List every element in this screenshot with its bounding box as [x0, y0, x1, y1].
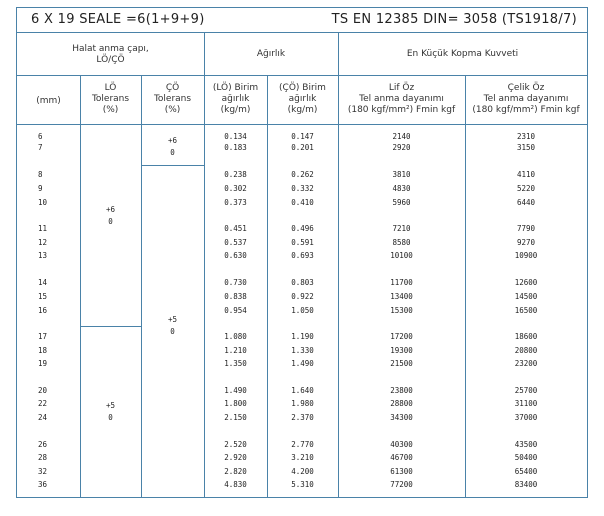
- cell-celik-oz: 7790: [516, 224, 536, 233]
- co-tolerance-small: +6 0: [167, 136, 178, 157]
- cell-lif-oz: 40300: [390, 440, 413, 449]
- cell-celik-oz: 18600: [514, 332, 538, 341]
- cell-celik-oz: 6440: [516, 198, 536, 207]
- cell-mm: 13: [38, 251, 48, 260]
- cell-lo-weight: 2.920: [224, 453, 247, 462]
- cell-lif-oz: 15300: [390, 306, 413, 315]
- cell-lo-weight: 0.238: [224, 170, 247, 179]
- spec-table: [16, 7, 588, 498]
- cell-lo-weight: 0.134: [224, 132, 247, 141]
- cell-lif-oz: 2920: [392, 143, 411, 152]
- cell-celik-oz: 43500: [514, 440, 538, 449]
- cell-co-weight: 0.410: [291, 198, 314, 207]
- cell-co-weight: 1.640: [291, 386, 314, 395]
- cell-lo-weight: 1.490: [224, 386, 247, 395]
- cell-celik-oz: 16500: [514, 306, 538, 315]
- cell-celik-oz: 3150: [516, 143, 536, 152]
- cell-co-weight: 0.201: [291, 143, 314, 152]
- cell-lif-oz: 13400: [390, 292, 413, 301]
- cell-lo-weight: 0.537: [224, 238, 247, 247]
- cell-co-weight: 0.332: [291, 184, 314, 193]
- cell-celik-oz: 20800: [514, 346, 538, 355]
- cell-co-weight: 0.693: [291, 251, 314, 260]
- cell-co-weight: 1.190: [291, 332, 314, 341]
- cell-lif-oz: 11700: [390, 278, 413, 287]
- cell-mm: 11: [38, 224, 48, 233]
- cell-mm: 19: [38, 359, 48, 368]
- cell-lif-oz: 8580: [392, 238, 411, 247]
- cell-celik-oz: 12600: [514, 278, 538, 287]
- cell-lif-oz: 2140: [392, 132, 411, 141]
- rope-construction-title: 6 X 19 SEALE =6(1+9+9): [31, 12, 205, 27]
- cell-co-weight: 0.803: [291, 278, 314, 287]
- cell-co-weight: 0.262: [291, 170, 314, 179]
- cell-lif-oz: 23800: [390, 386, 413, 395]
- cell-co-weight: 1.490: [291, 359, 314, 368]
- cell-lif-oz: 19300: [390, 346, 413, 355]
- cell-mm: 10: [38, 198, 48, 207]
- cell-celik-oz: 31100: [514, 399, 538, 408]
- lo-tolerance-split: [80, 326, 141, 327]
- header-co-weight: (ÇÖ) Birim ağırlık (kg/m): [279, 83, 326, 115]
- cell-lif-oz: 17200: [390, 332, 413, 341]
- cell-mm: 6: [38, 132, 43, 141]
- cell-mm: 36: [38, 480, 48, 489]
- cell-mm: 14: [38, 278, 48, 287]
- cell-co-weight: 3.210: [291, 453, 314, 462]
- header-celik-oz: Çelik Öz Tel anma dayanımı (180 kgf/mm²) Fmin kgf: [472, 83, 580, 115]
- cell-mm: 24: [38, 413, 48, 422]
- cell-lif-oz: 3810: [392, 170, 411, 179]
- cell-lif-oz: 21500: [390, 359, 413, 368]
- cell-co-weight: 0.147: [291, 132, 314, 141]
- cell-lo-weight: 2.520: [224, 440, 247, 449]
- header-bottom-line: [17, 124, 587, 125]
- header-divider-weight: [204, 75, 587, 76]
- cell-celik-oz: 2310: [516, 132, 536, 141]
- cell-co-weight: 0.591: [291, 238, 314, 247]
- cell-lo-weight: 4.830: [224, 480, 247, 489]
- cell-lif-oz: 5960: [392, 198, 411, 207]
- cell-lo-weight: 0.630: [224, 251, 247, 260]
- cell-lo-weight: 0.373: [224, 198, 247, 207]
- cell-lo-weight: 0.730: [224, 278, 247, 287]
- cell-lif-oz: 61300: [390, 467, 413, 476]
- header-diameter-group: Halat anma çapı, LÖ/ÇÖ: [72, 44, 149, 65]
- cell-lo-weight: 0.302: [224, 184, 247, 193]
- cell-co-weight: 2.770: [291, 440, 314, 449]
- header-mm: (mm): [36, 96, 61, 106]
- header-force-group: En Küçük Kopma Kuvveti: [406, 49, 519, 59]
- cell-lif-oz: 4830: [392, 184, 411, 193]
- cell-lo-weight: 2.820: [224, 467, 247, 476]
- cell-mm: 16: [38, 306, 48, 315]
- cell-mm: 9: [38, 184, 43, 193]
- cell-co-weight: 1.330: [291, 346, 314, 355]
- co-tolerance-split: [141, 165, 204, 166]
- cell-lo-weight: 2.150: [224, 413, 247, 422]
- cell-celik-oz: 9270: [516, 238, 536, 247]
- header-weight-group: Ağırlık: [256, 49, 286, 59]
- header-co-tolerance: ÇÖ Tolerans (%): [153, 83, 192, 115]
- cell-co-weight: 1.050: [291, 306, 314, 315]
- cell-celik-oz: 83400: [514, 480, 538, 489]
- cell-mm: 17: [38, 332, 48, 341]
- cell-mm: 12: [38, 238, 48, 247]
- cell-mm: 20: [38, 386, 48, 395]
- cell-lo-weight: 0.183: [224, 143, 247, 152]
- cell-celik-oz: 10900: [514, 251, 538, 260]
- header-lif-oz: Lif Öz Tel anma dayanımı (180 kgf/mm²) Fmin kgf: [347, 83, 456, 115]
- cell-mm: 18: [38, 346, 48, 355]
- cell-co-weight: 1.980: [291, 399, 314, 408]
- cell-celik-oz: 37000: [514, 413, 538, 422]
- lo-tolerance-large: +5 0: [105, 401, 116, 422]
- cell-celik-oz: 50400: [514, 453, 538, 462]
- cell-celik-oz: 23200: [514, 359, 538, 368]
- cell-lif-oz: 10100: [390, 251, 413, 260]
- cell-co-weight: 0.922: [291, 292, 314, 301]
- cell-mm: 8: [38, 170, 43, 179]
- cell-lif-oz: 7210: [392, 224, 411, 233]
- cell-mm: 28: [38, 453, 48, 462]
- cell-mm: 7: [38, 143, 43, 152]
- standard-reference: TS EN 12385 DIN= 3058 (TS1918/7): [331, 12, 577, 27]
- cell-lo-weight: 0.954: [224, 306, 247, 315]
- cell-lo-weight: 1.080: [224, 332, 247, 341]
- header-divider-diameter: [17, 75, 204, 76]
- cell-lo-weight: 1.210: [224, 346, 247, 355]
- cell-celik-oz: 5220: [516, 184, 536, 193]
- cell-celik-oz: 14500: [514, 292, 538, 301]
- col-line-mm: [80, 75, 81, 497]
- cell-mm: 22: [38, 399, 48, 408]
- lo-tolerance-small: +6 0: [105, 205, 116, 226]
- title-bar: [17, 8, 587, 33]
- cell-mm: 26: [38, 440, 48, 449]
- cell-lif-oz: 77200: [390, 480, 413, 489]
- cell-celik-oz: 65400: [514, 467, 538, 476]
- cell-lif-oz: 34300: [390, 413, 413, 422]
- header-lo-tolerance: LÖ Tolerans (%): [91, 83, 130, 115]
- cell-lo-weight: 0.451: [224, 224, 247, 233]
- cell-co-weight: 5.310: [291, 480, 314, 489]
- co-tolerance-large: +5 0: [167, 315, 178, 336]
- cell-celik-oz: 4110: [516, 170, 536, 179]
- cell-mm: 15: [38, 292, 48, 301]
- cell-co-weight: 4.200: [291, 467, 314, 476]
- cell-lif-oz: 28800: [390, 399, 413, 408]
- cell-lif-oz: 46700: [390, 453, 413, 462]
- cell-mm: 32: [38, 467, 48, 476]
- header-lo-weight: (LÖ) Birim ağırlık (kg/m): [212, 83, 259, 115]
- cell-lo-weight: 0.838: [224, 292, 247, 301]
- cell-co-weight: 2.370: [291, 413, 314, 422]
- cell-co-weight: 0.496: [291, 224, 314, 233]
- cell-lo-weight: 1.800: [224, 399, 247, 408]
- cell-lo-weight: 1.350: [224, 359, 247, 368]
- cell-celik-oz: 25700: [514, 386, 538, 395]
